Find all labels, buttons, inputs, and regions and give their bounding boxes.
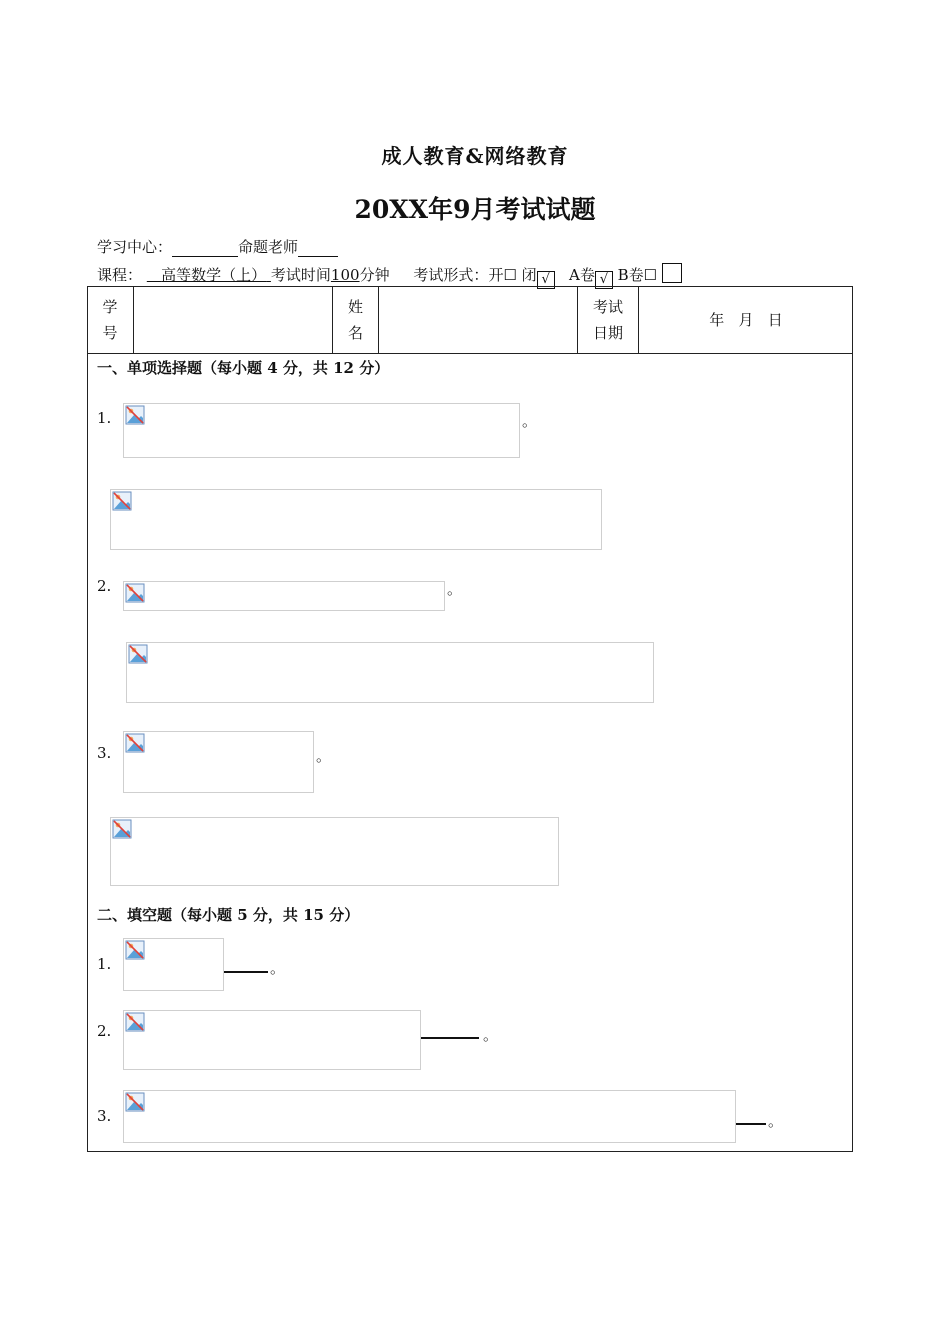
b-paper-option: B卷☐ bbox=[617, 266, 658, 284]
question-2-image bbox=[123, 581, 445, 611]
teacher-blank bbox=[298, 240, 338, 257]
name-field[interactable] bbox=[379, 287, 576, 353]
course-name: 高等数学（上） bbox=[161, 266, 267, 284]
fill-2-period: 。 bbox=[483, 1026, 499, 1044]
fill-1-number: 1. bbox=[97, 955, 112, 973]
open-option: 开☐ bbox=[488, 266, 517, 284]
question-3-period: 。 bbox=[316, 747, 332, 765]
exam-date-label: 考试 日期 bbox=[592, 298, 623, 342]
broken-image-icon bbox=[125, 733, 145, 753]
broken-image-icon bbox=[112, 491, 132, 511]
fill-2-image bbox=[123, 1010, 421, 1070]
a-paper-checkbox[interactable]: √ bbox=[595, 271, 613, 289]
time-label: 考试时间 bbox=[270, 266, 331, 284]
name-label: 姓 名 bbox=[347, 298, 363, 342]
student-id-label: 学 号 bbox=[102, 298, 118, 342]
time-unit: 分钟 bbox=[359, 266, 390, 284]
section-1-title: 一、单项选择题（每小题 4 分，共 12 分） bbox=[97, 359, 390, 377]
question-2-options-image bbox=[126, 642, 654, 703]
question-1-options-image bbox=[110, 489, 602, 550]
b-paper-checkbox[interactable] bbox=[662, 263, 682, 283]
section-2-title: 二、填空题（每小题 5 分，共 15 分） bbox=[97, 906, 360, 924]
org-title: 成人教育&网络教育 bbox=[381, 144, 569, 168]
exam-title: 20XX年9月考试试题 bbox=[354, 195, 596, 224]
question-2-period: 。 bbox=[447, 580, 463, 598]
closed-option: 闭 bbox=[521, 266, 537, 284]
broken-image-icon bbox=[125, 1092, 145, 1112]
question-1-number: 1. bbox=[97, 409, 112, 427]
fill-3-period: 。 bbox=[768, 1112, 784, 1130]
question-3-image bbox=[123, 731, 314, 793]
question-3-options-image bbox=[110, 817, 559, 886]
center-label: 学习中心： bbox=[97, 238, 173, 256]
fill-1-period: 。 bbox=[270, 959, 286, 977]
student-id-field[interactable] bbox=[134, 287, 331, 353]
question-1-period: 。 bbox=[522, 412, 538, 430]
broken-image-icon bbox=[112, 819, 132, 839]
fill-2-number: 2. bbox=[97, 1022, 112, 1040]
question-1-image bbox=[123, 403, 520, 458]
exam-date-value[interactable]: 年 月 日 bbox=[709, 311, 783, 329]
fill-1-answer-blank[interactable] bbox=[224, 971, 268, 973]
fill-3-number: 3. bbox=[97, 1107, 112, 1125]
broken-image-icon bbox=[128, 644, 148, 664]
fill-1-image bbox=[123, 938, 224, 991]
question-3-number: 3. bbox=[97, 744, 112, 762]
fill-3-image bbox=[123, 1090, 736, 1143]
a-paper-option: A卷 bbox=[569, 266, 595, 284]
teacher-label: 命题老师 bbox=[238, 238, 299, 256]
form-label: 考试形式： bbox=[413, 266, 489, 284]
course-label: 课程： bbox=[97, 266, 143, 284]
closed-checkbox[interactable]: √ bbox=[537, 271, 555, 289]
time-value: 100 bbox=[330, 266, 360, 284]
info-line-1 bbox=[97, 236, 338, 257]
fill-2-answer-blank[interactable] bbox=[421, 1037, 479, 1039]
question-2-number: 2. bbox=[97, 577, 112, 595]
broken-image-icon bbox=[125, 1012, 145, 1032]
broken-image-icon bbox=[125, 405, 145, 425]
broken-image-icon bbox=[125, 940, 145, 960]
broken-image-icon bbox=[125, 583, 145, 603]
center-blank bbox=[172, 240, 238, 257]
fill-3-answer-blank[interactable] bbox=[736, 1123, 766, 1125]
